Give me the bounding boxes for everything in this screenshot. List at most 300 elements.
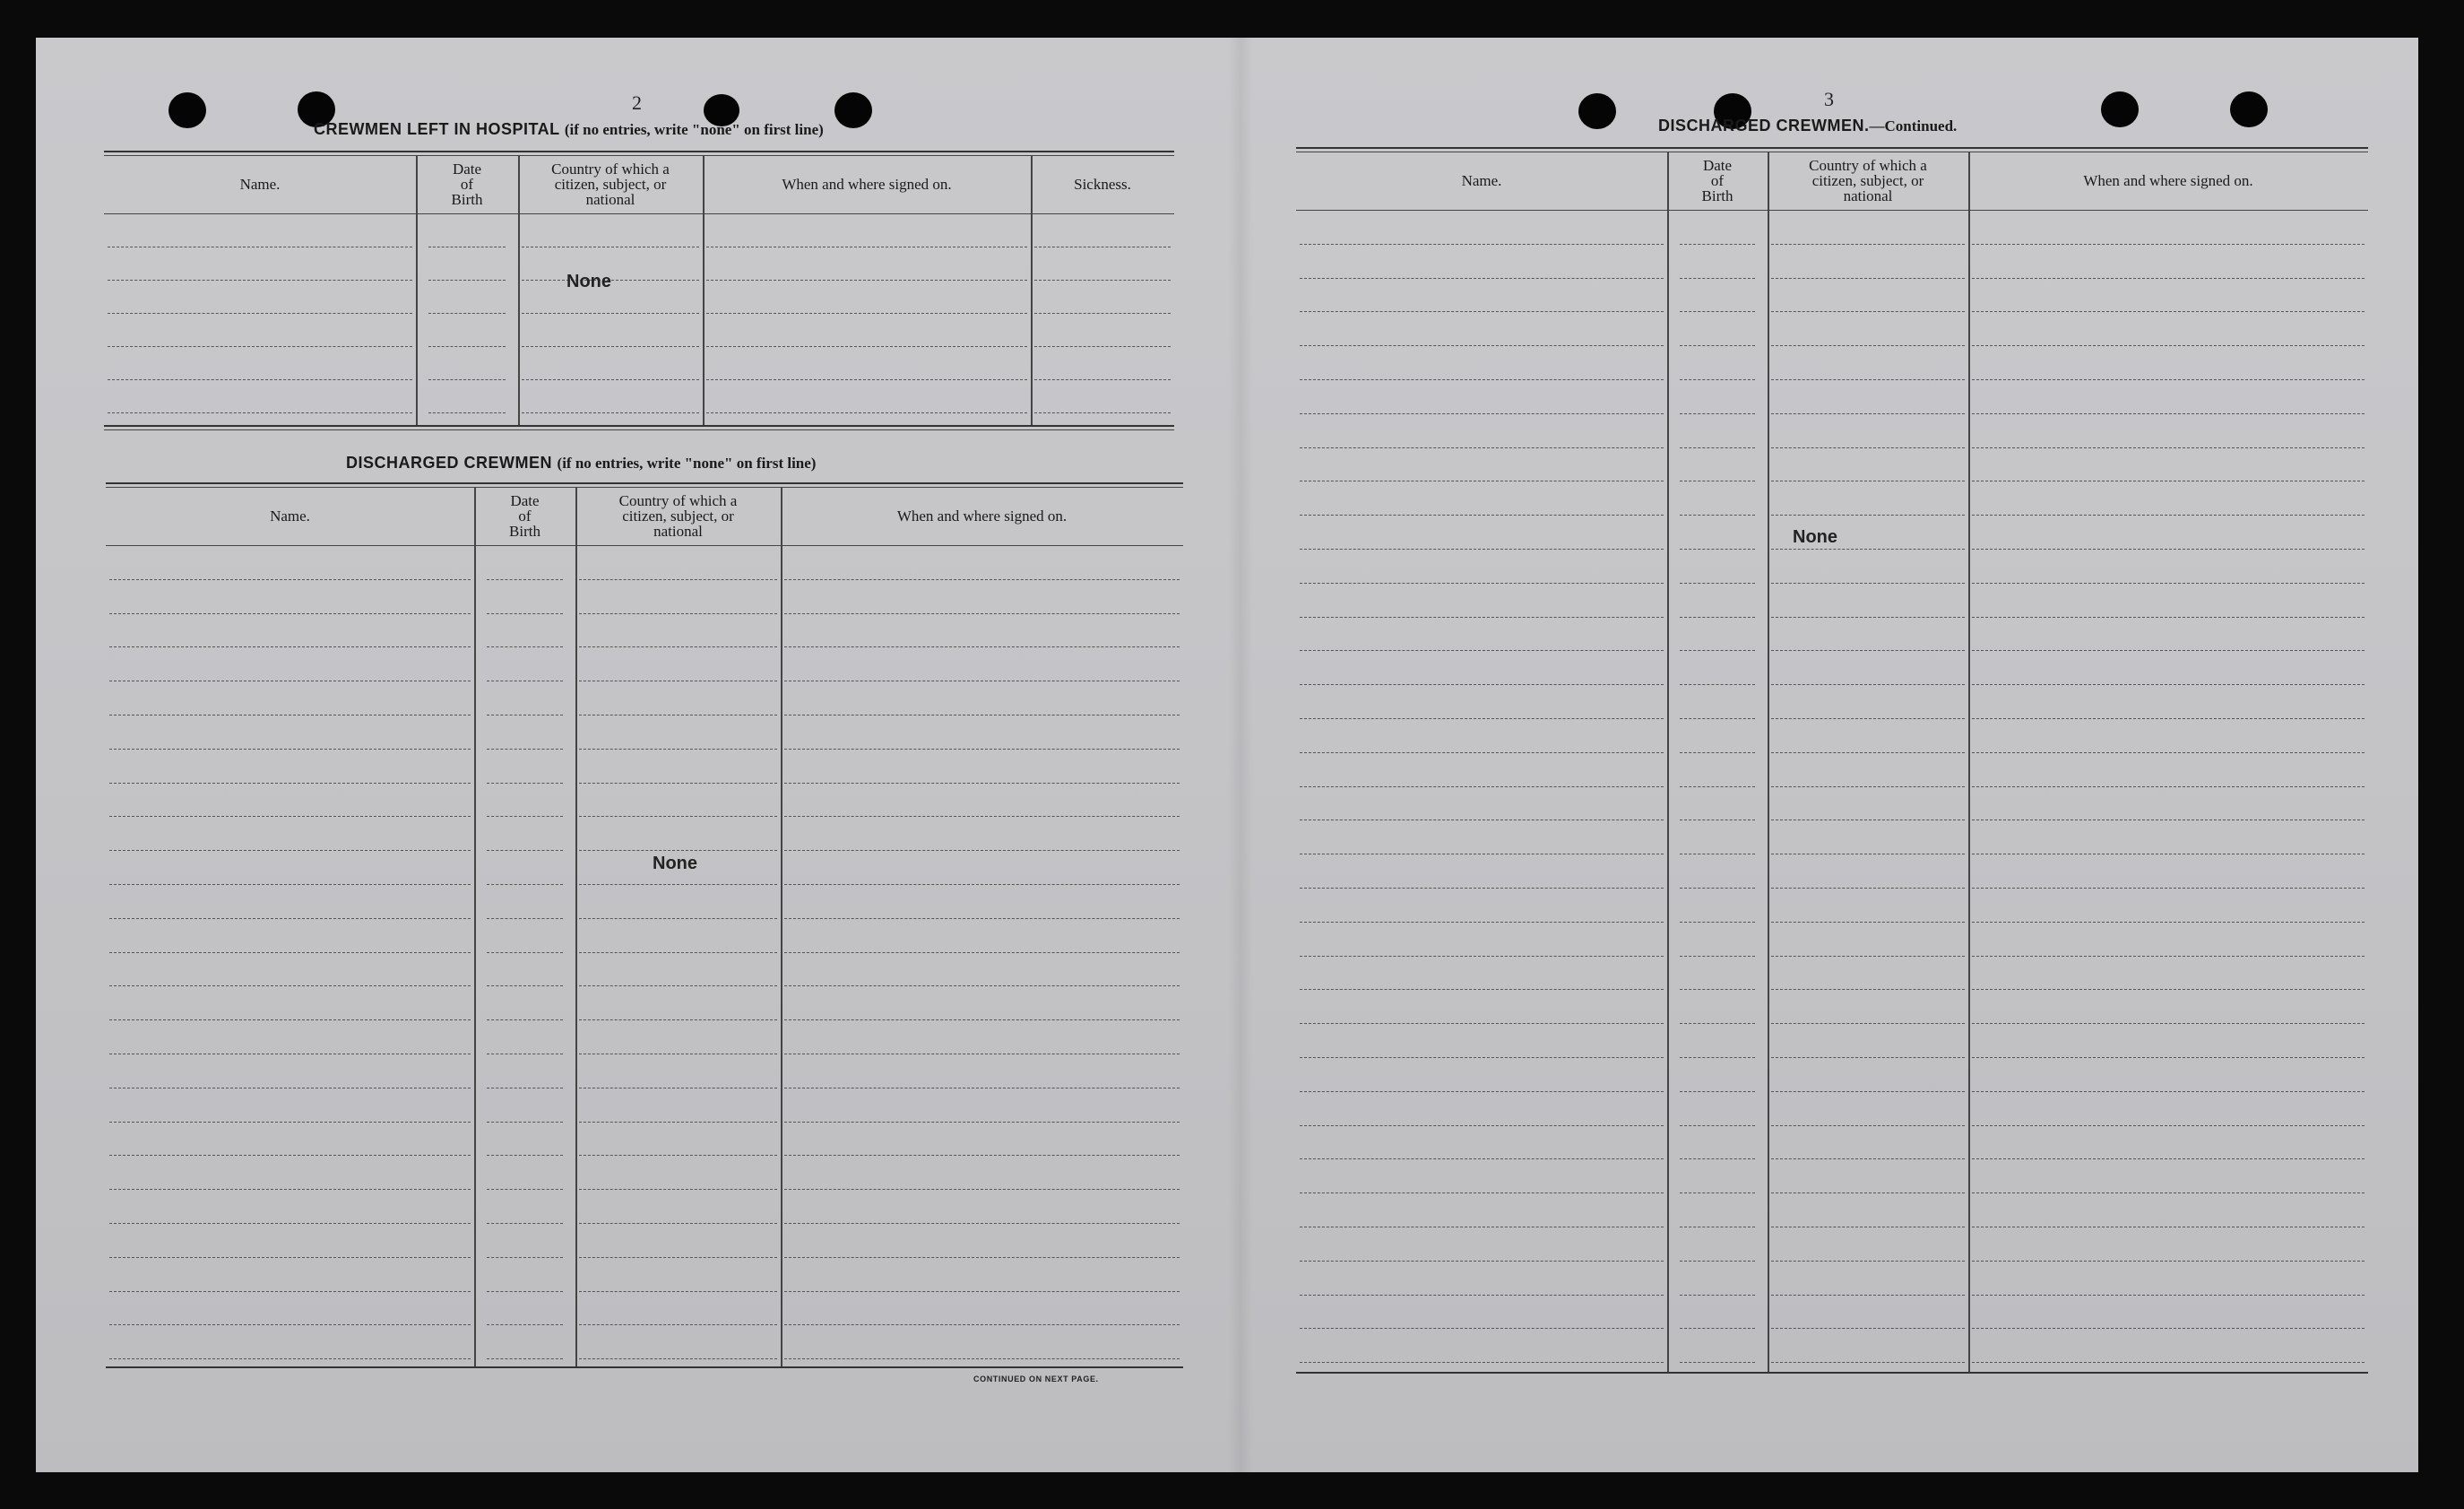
entry-line xyxy=(784,1223,1180,1224)
entry-line xyxy=(109,985,471,986)
entry-line xyxy=(784,1122,1180,1123)
entry-line xyxy=(579,884,777,885)
column-divider xyxy=(703,155,705,425)
entry-line xyxy=(487,1122,563,1123)
column-divider xyxy=(575,487,577,1366)
entry-line xyxy=(784,918,1180,919)
entry-line xyxy=(487,1019,563,1020)
entry-line xyxy=(784,1324,1180,1325)
entry-line xyxy=(1680,718,1755,719)
entry-line xyxy=(487,579,563,580)
date-of-birth-column-header-line: of xyxy=(1710,171,1725,189)
entry-line xyxy=(1300,1158,1664,1159)
entry-line xyxy=(784,783,1180,784)
entry-line xyxy=(1680,1158,1755,1159)
entry-line xyxy=(1300,888,1664,889)
entry-line xyxy=(579,613,777,614)
entry-line xyxy=(1680,1125,1755,1126)
entry-line xyxy=(1680,447,1755,448)
country-column-header xyxy=(579,490,777,542)
entry-line xyxy=(522,346,699,347)
entry-line xyxy=(1771,650,1965,651)
signed-on-column-header xyxy=(784,490,1180,542)
date-of-birth-column-header-line: Birth xyxy=(451,190,483,208)
entry-line xyxy=(487,985,563,986)
entry-line xyxy=(1680,379,1755,380)
entry-line xyxy=(784,850,1180,851)
entry-line xyxy=(1300,752,1664,753)
table-top-rule xyxy=(104,151,1174,152)
entry-line xyxy=(1300,617,1664,618)
column-divider xyxy=(1768,152,1769,1372)
entry-line xyxy=(1680,617,1755,618)
entry-line xyxy=(784,816,1180,817)
punch-hole xyxy=(2230,91,2268,127)
entry-line xyxy=(1300,922,1664,923)
entry-line xyxy=(784,579,1180,580)
entry-line xyxy=(1771,888,1965,889)
entry-line xyxy=(1972,1057,2365,1058)
entry-line xyxy=(1300,278,1664,279)
entry-line xyxy=(1972,244,2365,245)
page-gutter xyxy=(1228,38,1253,1472)
entry-line xyxy=(1680,244,1755,245)
header-bottom-rule xyxy=(1296,210,2368,211)
entry-line xyxy=(1680,311,1755,312)
entry-line xyxy=(109,952,471,953)
entry-line xyxy=(109,1155,471,1156)
country-column-header-line: Country of which a xyxy=(618,491,738,509)
entry-line xyxy=(1680,345,1755,346)
entry-line xyxy=(1972,345,2365,346)
entry-line xyxy=(108,412,412,413)
entry-line xyxy=(1300,1192,1664,1193)
hospital-section-title: CREWMEN LEFT IN HOSPITAL (if no entries, write "none" on first line) xyxy=(314,120,824,138)
entry-line xyxy=(1771,1158,1965,1159)
entry-line xyxy=(487,1358,563,1359)
none-entry: None xyxy=(566,272,611,291)
entry-line xyxy=(579,783,777,784)
signed-on-column-header-line: When and where signed on. xyxy=(782,175,952,193)
entry-line xyxy=(1771,515,1965,516)
entry-line xyxy=(1300,379,1664,380)
entry-line xyxy=(1300,244,1664,245)
entry-line xyxy=(1771,1057,1965,1058)
entry-line xyxy=(1972,278,2365,279)
entry-line xyxy=(108,346,412,347)
entry-line xyxy=(1972,447,2365,448)
entry-line xyxy=(1771,1192,1965,1193)
entry-line xyxy=(1034,313,1171,314)
entry-line xyxy=(1680,786,1755,787)
date-of-birth-column-header-line: Date xyxy=(452,160,482,178)
column-divider xyxy=(781,487,782,1366)
entry-line xyxy=(109,613,471,614)
entry-line xyxy=(784,1257,1180,1258)
entry-line xyxy=(1300,1295,1664,1296)
date-of-birth-column-header-line: of xyxy=(518,507,532,525)
entry-line xyxy=(1972,1295,2365,1296)
entry-line xyxy=(784,1358,1180,1359)
entry-line xyxy=(784,1019,1180,1020)
country-column-header-line: Country of which a xyxy=(551,160,670,178)
entry-line xyxy=(1034,280,1171,281)
entry-line xyxy=(1972,549,2365,550)
entry-line xyxy=(1771,1362,1965,1363)
entry-line xyxy=(1300,1261,1664,1262)
entry-line xyxy=(487,646,563,647)
entry-line xyxy=(428,313,506,314)
page-number: 2 xyxy=(632,91,642,114)
name-column-header xyxy=(1300,154,1664,206)
name-column-header xyxy=(109,490,471,542)
entry-line xyxy=(487,613,563,614)
entry-line xyxy=(579,1324,777,1325)
entry-line xyxy=(1680,956,1755,957)
table-top-rule xyxy=(1296,147,2368,149)
entry-line xyxy=(1771,718,1965,719)
punch-hole xyxy=(169,92,206,128)
entry-line xyxy=(487,850,563,851)
punch-hole xyxy=(834,92,872,128)
entry-line xyxy=(1300,345,1664,346)
signed-on-column-header-line: When and where signed on. xyxy=(2083,171,2253,189)
entry-line xyxy=(784,1155,1180,1156)
entry-line xyxy=(1972,1158,2365,1159)
entry-line xyxy=(109,816,471,817)
entry-line xyxy=(1771,684,1965,685)
entry-line xyxy=(487,1291,563,1292)
entry-line xyxy=(487,884,563,885)
entry-line xyxy=(487,816,563,817)
country-column-header-line: national xyxy=(1843,186,1893,204)
entry-line xyxy=(579,1257,777,1258)
entry-line xyxy=(579,1019,777,1020)
entry-line xyxy=(1972,752,2365,753)
entry-line xyxy=(487,783,563,784)
entry-line xyxy=(784,1291,1180,1292)
entry-line xyxy=(108,280,412,281)
table-bottom-rule-inner xyxy=(104,429,1174,430)
entry-line xyxy=(1771,1295,1965,1296)
entry-line xyxy=(706,379,1027,380)
entry-line xyxy=(784,613,1180,614)
name-column-header-line: Name. xyxy=(1461,171,1502,189)
entry-line xyxy=(1771,447,1965,448)
entry-line xyxy=(1300,786,1664,787)
column-divider xyxy=(416,155,418,425)
entry-line xyxy=(109,579,471,580)
entry-line xyxy=(1972,888,2365,889)
table-bottom-rule xyxy=(106,1366,1183,1368)
country-column-header-line: national xyxy=(585,190,635,208)
entry-line xyxy=(784,646,1180,647)
entry-line xyxy=(109,1019,471,1020)
entry-line xyxy=(579,646,777,647)
entry-line xyxy=(1300,1125,1664,1126)
entry-line xyxy=(428,412,506,413)
entry-line xyxy=(706,412,1027,413)
entry-line xyxy=(1972,956,2365,957)
sickness-column-header-line: Sickness. xyxy=(1074,175,1131,193)
entry-line xyxy=(1771,1328,1965,1329)
entry-line xyxy=(1972,379,2365,380)
entry-line xyxy=(1680,888,1755,889)
name-column-header-line: Name. xyxy=(239,175,281,193)
entry-line xyxy=(1972,718,2365,719)
entry-line xyxy=(109,1324,471,1325)
entry-line xyxy=(1680,278,1755,279)
country-column-header-line: citizen, subject, or xyxy=(1811,171,1924,189)
entry-line xyxy=(487,1324,563,1325)
entry-line xyxy=(108,379,412,380)
entry-line xyxy=(1034,412,1171,413)
entry-line xyxy=(109,850,471,851)
entry-line xyxy=(522,412,699,413)
entry-line xyxy=(428,280,506,281)
entry-line xyxy=(1972,1362,2365,1363)
entry-line xyxy=(1300,989,1664,990)
header-bottom-rule xyxy=(104,213,1174,214)
column-divider xyxy=(1667,152,1669,1372)
column-divider xyxy=(474,487,476,1366)
entry-line xyxy=(579,850,777,851)
country-column-header-line: citizen, subject, or xyxy=(622,507,734,525)
entry-line xyxy=(1680,1023,1755,1024)
entry-line xyxy=(1771,413,1965,414)
discharged-continued-title: DISCHARGED CREWMEN.—Continued. xyxy=(1658,117,1958,134)
table-top-rule-inner xyxy=(106,487,1183,488)
date-of-birth-column-header-line: Date xyxy=(1702,156,1733,174)
entry-line xyxy=(1680,650,1755,651)
entry-line xyxy=(109,1189,471,1190)
entry-line xyxy=(706,346,1027,347)
entry-line xyxy=(1300,1057,1664,1058)
entry-line xyxy=(1680,922,1755,923)
entry-line xyxy=(1300,549,1664,550)
entry-line xyxy=(1300,684,1664,685)
entry-line xyxy=(1680,515,1755,516)
entry-line xyxy=(1680,1295,1755,1296)
date-of-birth-column-header-line: Birth xyxy=(1701,186,1733,204)
entry-line xyxy=(1972,989,2365,990)
entry-line xyxy=(1680,1328,1755,1329)
entry-line xyxy=(1680,1057,1755,1058)
document-sheet xyxy=(36,38,2418,1472)
signed-on-column-header xyxy=(706,158,1027,210)
entry-line xyxy=(428,379,506,380)
name-column-header xyxy=(108,158,412,210)
entry-line xyxy=(1680,752,1755,753)
entry-line xyxy=(1300,583,1664,584)
entry-line xyxy=(784,985,1180,986)
country-column-header-line: citizen, subject, or xyxy=(554,175,667,193)
entry-line xyxy=(487,1257,563,1258)
none-entry: None xyxy=(653,854,697,873)
entry-line xyxy=(109,646,471,647)
entry-line xyxy=(1680,684,1755,685)
entry-line xyxy=(784,1189,1180,1190)
entry-line xyxy=(1972,583,2365,584)
continued-footer: CONTINUED ON NEXT PAGE. xyxy=(973,1375,1099,1383)
entry-line xyxy=(1771,311,1965,312)
entry-line xyxy=(1771,617,1965,618)
entry-line xyxy=(1771,345,1965,346)
entry-line xyxy=(1972,1192,2365,1193)
entry-line xyxy=(1771,583,1965,584)
entry-line xyxy=(579,1223,777,1224)
entry-line xyxy=(1300,956,1664,957)
entry-line xyxy=(487,952,563,953)
entry-line xyxy=(487,918,563,919)
entry-line xyxy=(1300,1362,1664,1363)
entry-line xyxy=(784,952,1180,953)
none-entry: None xyxy=(1793,527,1837,547)
entry-line xyxy=(579,1358,777,1359)
entry-line xyxy=(1034,346,1171,347)
entry-line xyxy=(487,1223,563,1224)
entry-line xyxy=(1771,549,1965,550)
table-top-rule xyxy=(106,482,1183,484)
entry-line xyxy=(579,749,777,750)
entry-line xyxy=(1972,684,2365,685)
country-column-header xyxy=(522,158,699,210)
entry-line xyxy=(1771,1091,1965,1092)
entry-line xyxy=(1680,549,1755,550)
entry-line xyxy=(579,1122,777,1123)
entry-line xyxy=(1771,989,1965,990)
entry-line xyxy=(1300,1091,1664,1092)
name-column-header-line: Name. xyxy=(270,507,310,525)
entry-line xyxy=(109,884,471,885)
entry-line xyxy=(1972,1261,2365,1262)
entry-line xyxy=(522,379,699,380)
entry-line xyxy=(1771,1125,1965,1126)
entry-line xyxy=(579,579,777,580)
entry-line xyxy=(109,1291,471,1292)
entry-line xyxy=(1972,1125,2365,1126)
date-of-birth-column-header xyxy=(478,490,572,542)
entry-line xyxy=(109,1122,471,1123)
date-of-birth-column-header-line: Birth xyxy=(509,522,540,540)
country-column-header-line: Country of which a xyxy=(1809,156,1927,174)
entry-line xyxy=(1680,1362,1755,1363)
entry-line xyxy=(579,985,777,986)
entry-line xyxy=(784,884,1180,885)
signed-on-column-header-line: When and where signed on. xyxy=(896,507,1068,525)
sickness-column-header xyxy=(1034,158,1171,210)
entry-line xyxy=(1771,922,1965,923)
entry-line xyxy=(1300,515,1664,516)
entry-line xyxy=(579,1155,777,1156)
entry-line xyxy=(1771,956,1965,957)
entry-line xyxy=(579,952,777,953)
country-column-header xyxy=(1771,154,1965,206)
entry-line xyxy=(1771,1023,1965,1024)
punch-hole xyxy=(1578,93,1616,129)
entry-line xyxy=(1300,311,1664,312)
table-bottom-rule xyxy=(1296,1372,2368,1374)
entry-line xyxy=(1680,1261,1755,1262)
entry-line xyxy=(108,313,412,314)
table-top-rule-inner xyxy=(104,155,1174,156)
entry-line xyxy=(1300,1328,1664,1329)
entry-line xyxy=(784,749,1180,750)
entry-line xyxy=(1300,650,1664,651)
entry-line xyxy=(109,1358,471,1359)
entry-line xyxy=(1972,786,2365,787)
entry-line xyxy=(1680,413,1755,414)
entry-line xyxy=(428,346,506,347)
entry-line xyxy=(1972,1091,2365,1092)
entry-line xyxy=(1972,650,2365,651)
page-number: 3 xyxy=(1824,88,1834,110)
punch-hole xyxy=(2101,91,2139,127)
entry-line xyxy=(1771,278,1965,279)
entry-line xyxy=(522,313,699,314)
entry-line xyxy=(1972,617,2365,618)
column-divider xyxy=(1031,155,1033,425)
date-of-birth-column-header-line: of xyxy=(460,175,474,193)
entry-line xyxy=(109,749,471,750)
entry-line xyxy=(1300,413,1664,414)
entry-line xyxy=(579,816,777,817)
entry-line xyxy=(1680,1091,1755,1092)
entry-line xyxy=(1300,718,1664,719)
entry-line xyxy=(109,783,471,784)
entry-line xyxy=(1680,583,1755,584)
entry-line xyxy=(706,313,1027,314)
entry-line xyxy=(109,918,471,919)
entry-line xyxy=(487,1189,563,1190)
entry-line xyxy=(1771,244,1965,245)
entry-line xyxy=(706,280,1027,281)
header-bottom-rule xyxy=(106,545,1183,546)
entry-line xyxy=(1972,922,2365,923)
signed-on-column-header xyxy=(1972,154,2365,206)
entry-line xyxy=(1972,1328,2365,1329)
entry-line xyxy=(579,1189,777,1190)
entry-line xyxy=(1771,786,1965,787)
entry-line xyxy=(1972,1023,2365,1024)
date-of-birth-column-header-line: Date xyxy=(510,491,540,509)
entry-line xyxy=(487,749,563,750)
entry-line xyxy=(1771,1261,1965,1262)
entry-line xyxy=(1972,311,2365,312)
entry-line xyxy=(1771,379,1965,380)
entry-line xyxy=(579,1291,777,1292)
entry-line xyxy=(579,918,777,919)
date-of-birth-column-header xyxy=(419,158,514,210)
table-bottom-rule xyxy=(104,425,1174,427)
entry-line xyxy=(1680,1192,1755,1193)
entry-line xyxy=(1972,515,2365,516)
entry-line xyxy=(1300,1023,1664,1024)
entry-line xyxy=(1680,989,1755,990)
column-divider xyxy=(518,155,520,425)
entry-line xyxy=(1034,379,1171,380)
entry-line xyxy=(109,1223,471,1224)
date-of-birth-column-header xyxy=(1671,154,1764,206)
discharged-section-title: DISCHARGED CREWMEN (if no entries, write "none" on first line) xyxy=(346,454,817,472)
column-divider xyxy=(1968,152,1970,1372)
country-column-header-line: national xyxy=(653,522,703,540)
entry-line xyxy=(109,1257,471,1258)
entry-line xyxy=(1771,752,1965,753)
entry-line xyxy=(1300,447,1664,448)
entry-line xyxy=(487,1155,563,1156)
entry-line xyxy=(1972,413,2365,414)
